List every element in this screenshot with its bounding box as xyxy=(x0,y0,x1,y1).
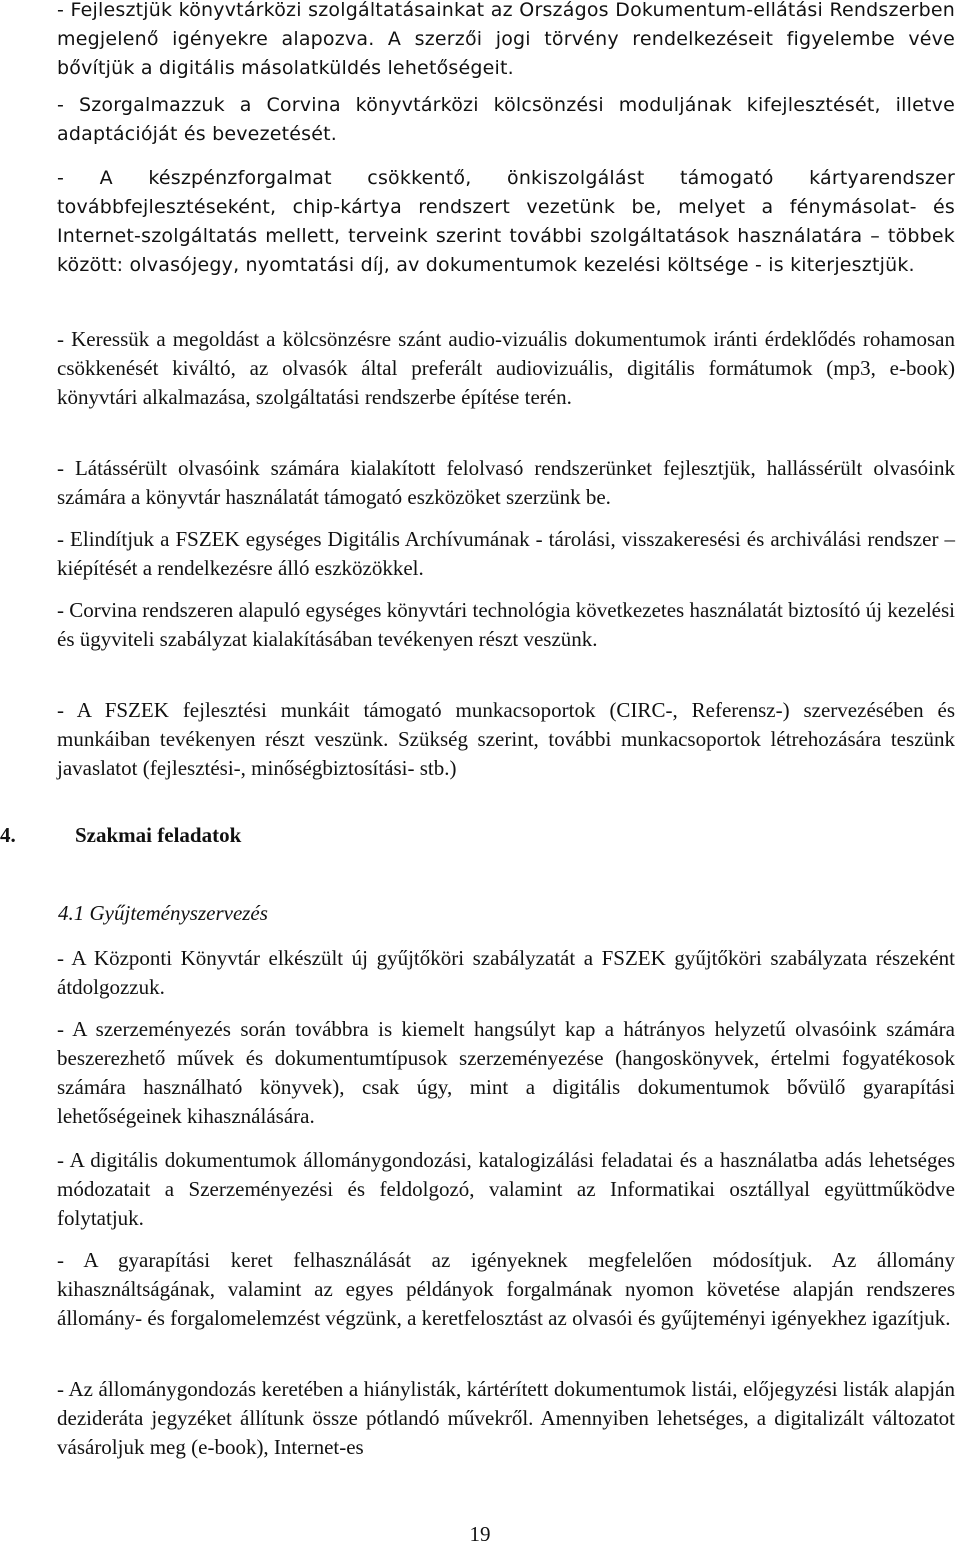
paragraph-corvina-module: - Szorgalmazzuk a Corvina könyvtárközi kölcsönzési moduljának kifejlesztését, illetve adaptációját és bevezetését. xyxy=(57,94,955,145)
paragraph-digital-archive: - Elindítjuk a FSZEK egységes Digitális Archívumának - tárolási, visszakeresési és archiválási rendszer – kiépítését a rendelkezésre álló eszközökkel. xyxy=(57,527,955,580)
paragraph-chip-card: - A készpénzforgalmat csökkentő, önkiszolgálást támogató kártyarendszer továbbfejlesztéseként, chip-kártya rendszert vezetünk be, melyet a fénymásolat- és Internet-szolgáltatás mellett, terveink szerint további szolgáltatások használatára – többek között: olvasójegy, nyomtatási díj, av dokumentumok kezelési költsége - is kiterjesztjük. xyxy=(57,167,955,276)
paragraph-budget: - A gyarapítási keret felhasználását az igényeknek megfelelően módosítjuk. Az állomány kihasználtságának, valamint az egyes példányok forgalmának nyomon követése alapján rendszeres állomány- és forgalomelemzést végzünk, a keretfelosztást az olvasói és gyűjteményi igényekhez igazítjuk. xyxy=(57,1248,955,1330)
paragraph-collection-policy: - A Központi Könyvtár elkészült új gyűjtőköri szabályzatát a FSZEK gyűjtőköri szabályzata részeként átdolgozzuk. xyxy=(57,946,955,999)
paragraph-stock-maintenance: - Az állománygondozás keretében a hiánylisták, kártérített dokumentumok listái, előjegyzési listák alapján dezideráta jegyzéket állítunk össze pótlandó művekről. Amennyiben lehetséges, a digitalizált változatot vásároljuk meg (e-book), Internet-es xyxy=(57,1377,955,1459)
section-number: 4. xyxy=(0,823,16,847)
paragraph-digital-documents: - A digitális dokumentumok állománygondozási, katalogizálási feladatai és a használatba adás lehetséges módozatait a Szerzeményezési és feldolgozó, valamint az Informatikai osztállyal együttműködve folytatjuk. xyxy=(57,1148,955,1230)
paragraph-working-groups: - A FSZEK fejlesztési munkáit támogató munkacsoportok (CIRC-, Referensz-) szervezésében és munkáiban tevékenyen részt veszünk. Szükség szerint, további munkacsoportok létrehozására teszünk javaslatot (fejlesztési-, minőségbiztosítási- stb.) xyxy=(57,698,955,780)
paragraph-audiovisual: - Keressük a megoldást a kölcsönzésre szánt audio-vizuális dokumentumok iránti érdeklődés rohamosan csökkenését kiváltó, az olvasók által preferált audiovizuális, digitális formátumok (mp3, e-book) könyvtári alkalmazása, szolgáltatási rendszerbe építése terén. xyxy=(57,327,955,409)
paragraph-acquisition: - A szerzeményezés során továbbra is kiemelt hangsúlyt kap a hátrányos helyzetű olvasóink számára beszerezhető művek és dokumentumtípusok szerzeményezése (hangoskönyvek, értelmi fogyatékosok számára használható könyvek), csak úgy, mint a digitális dokumentumok bővülő gyarapítási lehetőségeinek kihasználására. xyxy=(57,1017,955,1128)
paragraph-corvina-regulation: - Corvina rendszeren alapuló egységes könyvtári technológia következetes használatát biztosító új kezelési és ügyviteli szabályzat kialakításában tevékenyen részt veszünk. xyxy=(57,598,955,651)
subsection-heading: 4.1 Gyűjteményszervezés xyxy=(58,901,268,925)
paragraph-odr-services: - Fejlesztjük könyvtárközi szolgáltatásainkat az Országos Dokumentum-ellátási Rendszerben megjelenő igényekre alapozva. A szerzői jogi törvény rendelkezéseit figyelembe véve bővítjük a digitális másolatküldés lehetőségeit. xyxy=(57,0,955,79)
paragraph-accessibility: - Látássérült olvasóink számára kialakított felolvasó rendszerünket fejlesztjük, hallássérült olvasóink számára a könyvtár használatát támogató eszközöket szerzünk be. xyxy=(57,456,955,509)
page-number: 19 xyxy=(469,1522,491,1546)
section-title: Szakmai feladatok xyxy=(75,823,242,847)
